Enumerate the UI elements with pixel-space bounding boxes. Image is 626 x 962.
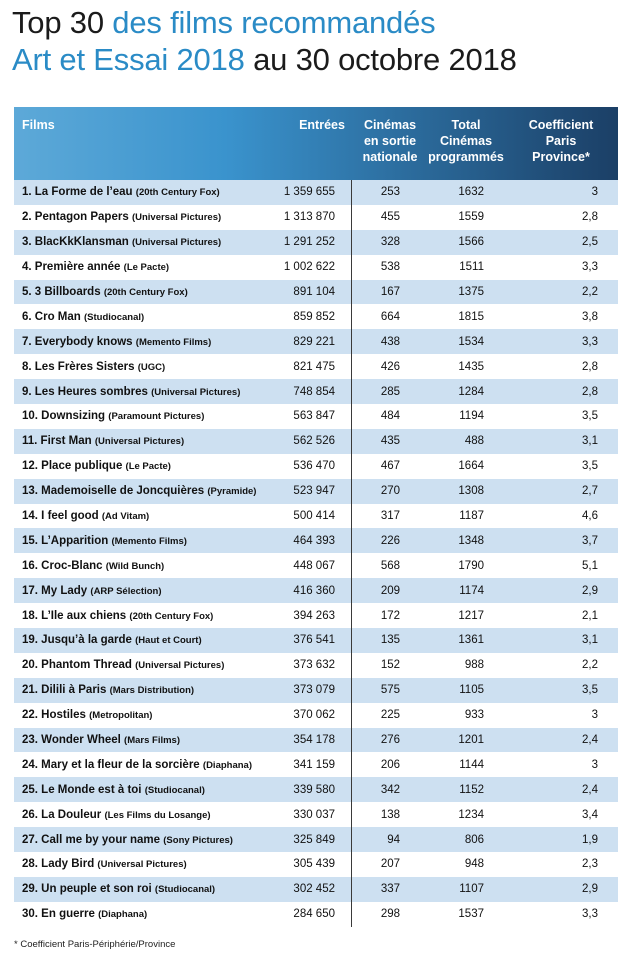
film-distributor: (20th Century Fox)	[135, 187, 220, 199]
coef-cell: 3,8	[582, 310, 598, 323]
table-row	[14, 454, 618, 479]
title-part-top30: Top 30	[12, 5, 113, 40]
film-cell	[14, 634, 272, 646]
film-title: 7. Everybody knows	[22, 335, 133, 348]
coef-cell: 3,3	[582, 261, 598, 274]
film-cell	[14, 610, 272, 622]
coef-cell: 2,5	[582, 236, 598, 249]
coef-cell: 3,5	[582, 460, 598, 473]
table-header	[14, 107, 618, 180]
film-title: 1. La Forme de l’eau	[22, 186, 133, 199]
film-cell	[14, 510, 272, 522]
coef-cell: 3	[591, 186, 598, 199]
film-distributor: (Les Films du Losange)	[104, 809, 211, 821]
film-title: 20. Phantom Thread	[22, 659, 132, 672]
table-row	[14, 429, 618, 454]
entrees-cell: 563 847	[272, 404, 352, 429]
film-title: 26. La Douleur	[22, 808, 102, 821]
coef-cell: 3	[591, 709, 598, 722]
film-distributor: (Universal Pictures)	[131, 237, 222, 249]
entrees-cell: 330 037	[272, 802, 352, 827]
table-row	[14, 205, 618, 230]
coef-cell: 3,5	[582, 684, 598, 697]
header-coef-l2: Paris	[545, 134, 577, 148]
table-row	[14, 852, 618, 877]
cinemas-cell: 94	[387, 833, 400, 846]
film-cell	[14, 908, 272, 920]
table-row	[14, 479, 618, 504]
header-cinemas-l2: en sortie	[363, 134, 417, 148]
entrees-cell: 339 580	[272, 777, 352, 802]
entrees-cell: 829 221	[272, 329, 352, 354]
table-row	[14, 230, 618, 255]
table-body	[14, 180, 618, 927]
entrees-cell: 354 178	[272, 728, 352, 753]
cinemas-cell: 270	[380, 485, 400, 498]
header-total-l1: Total	[451, 118, 481, 132]
entrees-cell: 859 852	[272, 304, 352, 329]
coef-cell: 5,1	[582, 559, 598, 572]
entrees-cell: 464 393	[272, 528, 352, 553]
cinemas-cell: 276	[380, 734, 400, 747]
entrees-cell: 748 854	[272, 379, 352, 404]
total-cell: 1632	[458, 186, 484, 199]
total-cell: 1815	[458, 310, 484, 323]
cinemas-cell: 138	[380, 808, 400, 821]
cinemas-cell: 135	[380, 634, 400, 647]
total-cell: 1664	[458, 460, 484, 473]
total-cell: 806	[464, 833, 484, 846]
film-title: 17. My Lady	[22, 584, 88, 597]
film-title: 23. Wonder Wheel	[22, 734, 121, 747]
header-cinemas	[352, 107, 428, 180]
film-title: 8. Les Frères Sisters	[22, 360, 135, 373]
film-distributor: (20th Century Fox)	[129, 610, 214, 622]
table-row	[14, 280, 618, 305]
film-distributor: (Universal Pictures)	[94, 436, 185, 448]
film-cell	[14, 858, 272, 870]
table-row	[14, 877, 618, 902]
coef-cell: 3,7	[582, 534, 598, 547]
film-title: 14. I feel good	[22, 510, 99, 523]
coef-cell: 2,9	[582, 883, 598, 896]
table-row	[14, 354, 618, 379]
film-distributor: (Pyramide)	[207, 486, 257, 498]
film-cell	[14, 361, 272, 373]
film-distributor: (Mars Distribution)	[109, 685, 195, 697]
film-distributor: (Ad Vitam)	[101, 511, 150, 523]
film-cell	[14, 460, 272, 472]
total-cell: 1511	[459, 261, 484, 274]
coef-cell: 2,7	[582, 485, 598, 498]
entrees-cell: 416 360	[272, 578, 352, 603]
cinemas-cell: 209	[380, 584, 400, 597]
film-title: 22. Hostiles	[22, 709, 86, 722]
total-cell: 948	[464, 858, 484, 871]
total-cell: 1361	[458, 634, 484, 647]
table-row	[14, 180, 618, 205]
film-distributor: (UGC)	[137, 361, 166, 373]
header-coef-l3: Province*	[532, 150, 590, 164]
film-distributor: (Memento Films)	[111, 535, 187, 547]
header-coef	[504, 107, 618, 180]
film-title: 30. En guerre	[22, 908, 95, 921]
film-cell	[14, 236, 272, 248]
table-row	[14, 528, 618, 553]
total-cell: 488	[464, 435, 484, 448]
coef-cell: 2,9	[582, 584, 598, 597]
entrees-cell: 523 947	[272, 479, 352, 504]
total-cell: 988	[464, 659, 484, 672]
film-title: 6. Cro Man	[22, 310, 81, 323]
footnote: * Coefficient Paris-Périphérie/Province	[14, 939, 176, 950]
film-distributor: (Haut et Court)	[135, 635, 202, 647]
film-cell	[14, 286, 272, 298]
total-cell: 1201	[458, 734, 484, 747]
coef-cell: 1,9	[582, 833, 598, 846]
coef-cell: 3,4	[582, 808, 598, 821]
cinemas-cell: 206	[380, 758, 400, 771]
entrees-cell: 394 263	[272, 603, 352, 628]
film-distributor: (Diaphana)	[98, 909, 148, 921]
cinemas-cell: 328	[380, 236, 400, 249]
film-distributor: (Diaphana)	[202, 759, 252, 771]
cinemas-cell: 317	[380, 510, 400, 523]
cinemas-cell: 152	[380, 659, 400, 672]
coef-cell: 2,4	[582, 783, 598, 796]
total-cell: 1174	[459, 584, 484, 597]
table-row	[14, 777, 618, 802]
entrees-cell: 376 541	[272, 628, 352, 653]
film-cell	[14, 410, 272, 422]
total-cell: 1284	[458, 385, 484, 398]
table-row	[14, 404, 618, 429]
cinemas-cell: 426	[380, 360, 400, 373]
total-cell: 933	[464, 709, 484, 722]
table-row	[14, 255, 618, 280]
film-title: 25. Le Monde est à toi	[22, 783, 142, 796]
page-title	[12, 4, 622, 78]
coef-cell: 3,3	[582, 908, 598, 921]
entrees-cell: 500 414	[272, 504, 352, 529]
film-distributor: (Sony Pictures)	[163, 834, 233, 846]
header-films: Films	[22, 118, 55, 132]
film-distributor: (Studiocanal)	[84, 311, 145, 323]
cinemas-cell: 167	[380, 286, 400, 298]
total-cell: 1152	[459, 783, 484, 796]
film-title: 18. L’Île aux chiens	[22, 609, 127, 622]
total-cell: 1144	[459, 758, 484, 771]
title-part-films-recommandes: des films recommandés	[112, 5, 436, 40]
entrees-cell: 1 313 870	[272, 205, 352, 230]
film-cell	[14, 659, 272, 671]
film-title: 2. Pentagon Papers	[22, 211, 129, 224]
film-distributor: (Studiocanal)	[154, 884, 216, 896]
film-title: 3. BlacKkKlansman	[22, 236, 129, 249]
film-distributor: (Wild Bunch)	[105, 560, 165, 572]
film-distributor: (Paramount Pictures)	[108, 411, 205, 423]
film-title: 15. L’Apparition	[22, 534, 109, 547]
coef-cell: 2,2	[582, 286, 598, 298]
cinemas-cell: 455	[380, 211, 400, 224]
film-cell	[14, 261, 272, 273]
film-distributor: (Universal Pictures)	[135, 660, 225, 672]
entrees-cell: 373 632	[272, 653, 352, 678]
table-row	[14, 703, 618, 728]
film-distributor: (Universal Pictures)	[151, 386, 241, 398]
film-distributor: (ARP Sélection)	[90, 585, 162, 597]
film-distributor: (Le Pacte)	[123, 262, 170, 274]
table-row	[14, 329, 618, 354]
film-title: 5. 3 Billboards	[22, 286, 101, 298]
film-cell	[14, 336, 272, 348]
total-cell: 1107	[459, 883, 484, 896]
header-total-l2: Cinémas	[439, 134, 493, 148]
cinemas-cell: 172	[380, 609, 400, 622]
film-title: 28. Lady Bird	[22, 858, 95, 871]
film-cell	[14, 883, 272, 895]
table-row	[14, 304, 618, 329]
coef-cell: 3,3	[582, 335, 598, 348]
films-table	[14, 107, 618, 927]
film-title: 4. Première année	[22, 261, 121, 274]
total-cell: 1348	[458, 534, 484, 547]
film-cell	[14, 560, 272, 572]
total-cell: 1194	[459, 410, 484, 423]
cinemas-cell: 664	[380, 310, 400, 323]
film-cell	[14, 485, 272, 497]
table-row	[14, 504, 618, 529]
coef-cell: 3	[591, 758, 598, 771]
entrees-cell: 370 062	[272, 703, 352, 728]
film-cell	[14, 834, 272, 846]
cinemas-cell: 438	[380, 335, 400, 348]
film-distributor: (Mars Films)	[124, 735, 181, 747]
total-cell: 1187	[459, 510, 484, 523]
total-cell: 1234	[458, 808, 484, 821]
film-cell	[14, 211, 272, 223]
total-cell: 1435	[458, 360, 484, 373]
cinemas-cell: 342	[380, 783, 400, 796]
title-part-art-essai: Art et Essai 2018	[12, 42, 245, 77]
entrees-cell: 821 475	[272, 354, 352, 379]
film-cell	[14, 435, 272, 447]
film-title: 11. First Man	[22, 435, 92, 448]
total-cell: 1790	[458, 559, 484, 572]
coef-cell: 3,5	[582, 410, 598, 423]
film-cell	[14, 784, 272, 796]
table-row	[14, 553, 618, 578]
coef-cell: 2,8	[582, 211, 598, 224]
film-title: 13. Mademoiselle de Joncquières	[22, 485, 205, 498]
coef-cell: 2,3	[582, 858, 598, 871]
total-cell: 1105	[459, 684, 484, 697]
header-total-l3: programmés	[428, 150, 504, 164]
film-distributor: (Metropolitan)	[89, 710, 153, 722]
entrees-cell: 325 849	[272, 827, 352, 852]
film-distributor: (Studiocanal)	[144, 784, 205, 796]
table-row	[14, 578, 618, 603]
table-row	[14, 802, 618, 827]
table-row	[14, 678, 618, 703]
coef-cell: 2,4	[582, 734, 598, 747]
film-title: 19. Jusqu’à la garde	[22, 634, 132, 647]
header-total	[428, 107, 504, 180]
total-cell: 1537	[458, 908, 484, 921]
cinemas-cell: 207	[380, 858, 400, 871]
header-entrees: Entrées	[299, 118, 345, 132]
entrees-cell: 1 291 252	[272, 230, 352, 255]
film-title: 29. Un peuple et son roi	[22, 883, 152, 896]
total-cell: 1566	[458, 236, 484, 249]
entrees-cell: 373 079	[272, 678, 352, 703]
header-cinemas-l1: Cinémas	[363, 118, 417, 132]
film-cell	[14, 734, 272, 746]
table-row	[14, 603, 618, 628]
film-cell	[14, 759, 272, 771]
total-cell: 1559	[458, 211, 484, 224]
film-title: 16. Croc-Blanc	[22, 559, 103, 572]
header-coef-l1: Coefficient	[528, 118, 594, 132]
cinemas-cell: 538	[380, 261, 400, 274]
total-cell: 1308	[458, 485, 484, 498]
coef-cell: 2,2	[582, 659, 598, 672]
cinemas-cell: 253	[380, 186, 400, 199]
cinemas-cell: 575	[380, 684, 400, 697]
coef-cell: 3,1	[582, 435, 598, 448]
film-cell	[14, 709, 272, 721]
cinemas-cell: 226	[380, 534, 400, 547]
cinemas-cell: 225	[380, 709, 400, 722]
film-cell	[14, 535, 272, 547]
entrees-cell: 302 452	[272, 877, 352, 902]
table-row	[14, 728, 618, 753]
entrees-cell: 536 470	[272, 454, 352, 479]
film-distributor: (Universal Pictures)	[97, 859, 187, 871]
header-cinemas-l3: nationale	[362, 150, 418, 164]
cinemas-cell: 484	[380, 410, 400, 423]
entrees-cell: 1 359 655	[272, 180, 352, 205]
entrees-cell: 305 439	[272, 852, 352, 877]
entrees-cell: 562 526	[272, 429, 352, 454]
film-cell	[14, 585, 272, 597]
coef-cell: 2,8	[582, 360, 598, 373]
film-title: 27. Call me by your name	[22, 833, 161, 846]
table-row	[14, 628, 618, 653]
table-row	[14, 379, 618, 404]
cinemas-cell: 435	[380, 435, 400, 448]
table-row	[14, 653, 618, 678]
entrees-cell: 341 159	[272, 752, 352, 777]
coef-cell: 3,1	[582, 634, 598, 647]
film-cell	[14, 186, 272, 198]
film-title: 9. Les Heures sombres	[22, 385, 148, 398]
cinemas-cell: 298	[380, 908, 400, 921]
coef-cell: 2,1	[582, 609, 598, 622]
film-title: 12. Place publique	[22, 460, 123, 473]
film-title: 24. Mary et la fleur de la sorcière	[22, 758, 200, 771]
entrees-cell: 284 650	[272, 902, 352, 927]
film-title: 10. Downsizing	[22, 410, 106, 423]
table-row	[14, 827, 618, 852]
cinemas-cell: 467	[380, 460, 400, 473]
film-distributor: (Universal Pictures)	[131, 212, 222, 224]
coef-cell: 2,8	[582, 385, 598, 398]
table-row	[14, 752, 618, 777]
film-distributor: (Le Pacte)	[125, 461, 171, 473]
title-part-date: au 30 octobre 2018	[244, 42, 517, 77]
film-cell	[14, 386, 272, 398]
table-row	[14, 902, 618, 927]
total-cell: 1534	[458, 335, 484, 348]
entrees-cell: 1 002 622	[272, 255, 352, 280]
cinemas-cell: 285	[380, 385, 400, 398]
film-distributor: (20th Century Fox)	[103, 287, 188, 298]
cinemas-cell: 568	[380, 559, 400, 572]
total-cell: 1217	[458, 609, 484, 622]
film-cell	[14, 684, 272, 696]
film-distributor: (Memento Films)	[135, 336, 212, 348]
total-cell: 1375	[458, 286, 484, 298]
coef-cell: 4,6	[582, 510, 598, 523]
entrees-cell: 448 067	[272, 553, 352, 578]
film-cell	[14, 809, 272, 821]
cinemas-cell: 337	[380, 883, 400, 896]
entrees-cell: 891 104	[272, 280, 352, 305]
film-cell	[14, 311, 272, 323]
film-title: 21. Dilili à Paris	[22, 684, 107, 697]
